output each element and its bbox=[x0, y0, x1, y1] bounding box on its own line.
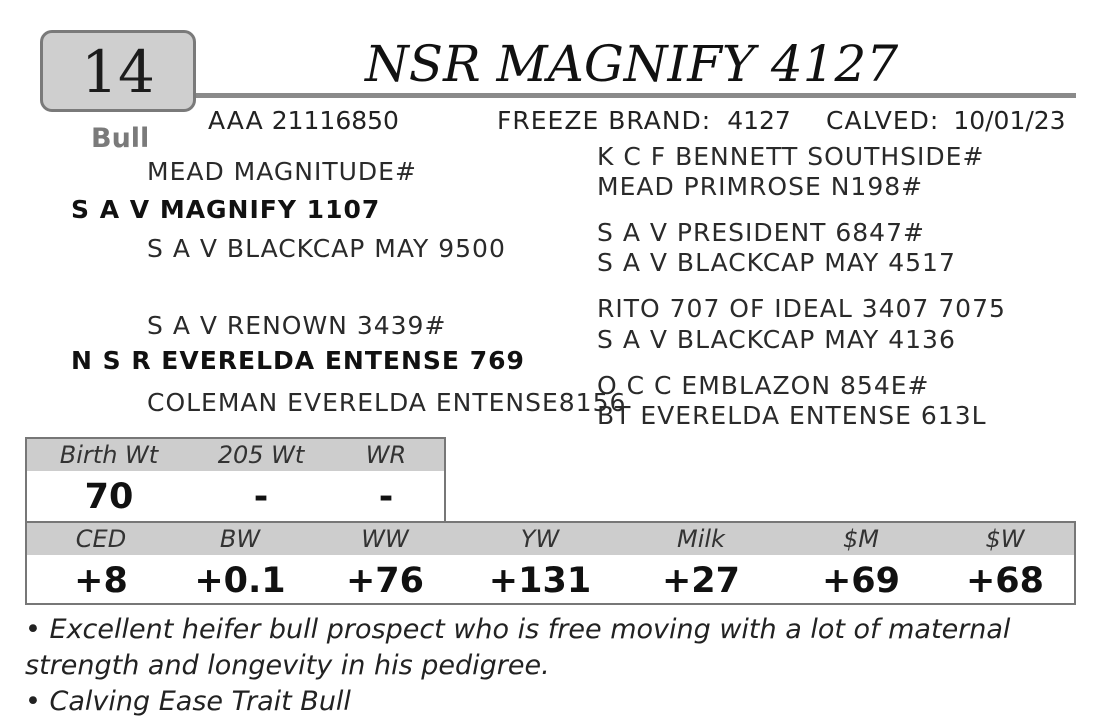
freeze-brand-value: 4127 bbox=[727, 106, 791, 135]
epd-value: +69 bbox=[821, 561, 901, 601]
calved-label: CALVED: bbox=[826, 106, 940, 135]
epd-header: $W bbox=[985, 525, 1025, 553]
notes bbox=[25, 612, 1010, 720]
weights-header: Birth Wt bbox=[59, 441, 159, 469]
weights-value: - bbox=[378, 477, 394, 517]
epd-header: BW bbox=[219, 525, 261, 553]
note-line: strength and longevity in his pedigree. bbox=[25, 650, 550, 681]
note-line: • Excellent heifer bull prospect who is free moving with a lot of maternal bbox=[25, 614, 1011, 645]
note-line: • Calving Ease Trait Bull bbox=[25, 686, 351, 717]
registration-number: 21116850 bbox=[271, 106, 399, 135]
epd-header: WW bbox=[361, 525, 409, 553]
freeze-brand-label: FREEZE BRAND: bbox=[497, 106, 712, 135]
association: AAA bbox=[208, 106, 264, 135]
sire-sire: MEAD MAGNITUDE# bbox=[147, 157, 417, 186]
sex-label: Bull bbox=[91, 123, 150, 154]
lot-number-badge bbox=[40, 30, 196, 112]
dam-dam: COLEMAN EVERELDA ENTENSE8156 bbox=[147, 388, 627, 417]
weights-header: 205 Wt bbox=[217, 441, 305, 469]
epd-value: +76 bbox=[345, 561, 425, 601]
sire-dam: S A V BLACKCAP MAY 9500 bbox=[147, 234, 506, 263]
weights-value: - bbox=[253, 477, 269, 517]
title-divider bbox=[196, 93, 1076, 98]
animal-name: NSR MAGNIFY 4127 bbox=[365, 35, 899, 93]
epd-header: YW bbox=[520, 525, 560, 553]
weights-header: WR bbox=[365, 441, 407, 469]
epd-value: +27 bbox=[661, 561, 741, 601]
weights-value: 70 bbox=[84, 477, 134, 517]
epd-value: +8 bbox=[74, 561, 128, 601]
lot-number: 14 bbox=[81, 38, 155, 106]
epd-header: CED bbox=[75, 525, 127, 553]
great-grandparent: MEAD PRIMROSE N198# bbox=[597, 172, 924, 201]
epd-table bbox=[25, 521, 1076, 605]
great-grandparent: S A V PRESIDENT 6847# bbox=[597, 218, 925, 247]
registration bbox=[208, 106, 399, 136]
great-grandparent: O C C EMBLAZON 854E# bbox=[597, 371, 930, 400]
epd-value: +0.1 bbox=[194, 561, 286, 601]
weights-table bbox=[25, 437, 446, 523]
great-grandparent: K C F BENNETT SOUTHSIDE# bbox=[597, 142, 985, 171]
great-grandparent: S A V BLACKCAP MAY 4517 bbox=[597, 248, 956, 277]
epd-value: +131 bbox=[488, 561, 592, 601]
epd-header: Milk bbox=[677, 525, 725, 553]
great-grandparent: S A V BLACKCAP MAY 4136 bbox=[597, 325, 956, 354]
calved-date bbox=[826, 106, 1066, 136]
freeze-brand bbox=[497, 106, 791, 136]
dam-sire: S A V RENOWN 3439# bbox=[147, 311, 447, 340]
epd-value: +68 bbox=[965, 561, 1045, 601]
great-grandparent: BT EVERELDA ENTENSE 613L bbox=[597, 401, 987, 430]
calved-value: 10/01/23 bbox=[953, 106, 1066, 135]
epd-header: $M bbox=[843, 525, 879, 553]
dam: N S R EVERELDA ENTENSE 769 bbox=[71, 346, 525, 375]
sire: S A V MAGNIFY 1107 bbox=[71, 195, 381, 224]
great-grandparent: RITO 707 OF IDEAL 3407 7075 bbox=[597, 294, 1006, 323]
